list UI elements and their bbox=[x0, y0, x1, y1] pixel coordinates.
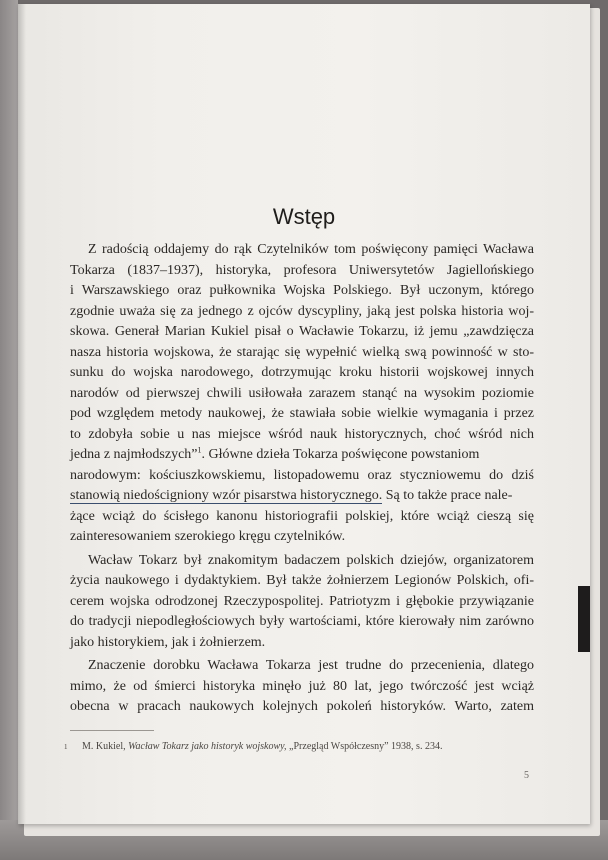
footnote-reference: 1 bbox=[197, 445, 202, 455]
underlined-phrase: stanowią niedościgniony wzór pisarstwa historycznego. bbox=[70, 488, 383, 503]
spine-shadow bbox=[18, 4, 26, 824]
text-line: pod względem metody naukowej, że stawiała sobie wielkie wymagania i przez bbox=[70, 406, 534, 421]
text-line: Tokarza (1837–1937), historyka, profesora Uniwersytetów Jagiellońskiego bbox=[70, 262, 534, 278]
text-line: narodowym: kościuszkowskiemu, listopadowemu oraz styczniowemu do dziś bbox=[70, 467, 534, 483]
page-edge-marker bbox=[578, 586, 590, 652]
text-line: zainteresowaniem szerokiego kręgu czytelników. bbox=[70, 529, 346, 544]
footnote-divider bbox=[70, 730, 154, 731]
text-line: nasza historia wojskowa, że starając się wypełnić wielką swą powinność w sto- bbox=[70, 344, 534, 360]
paragraph-2 bbox=[70, 551, 534, 654]
text-fragment: jedna z najmłodszych” bbox=[70, 447, 198, 462]
text-line-with-footnote bbox=[70, 445, 534, 466]
text-line: i Warszawskiego oraz pułkownika Wojska Polskiego. Był uczonym, którego bbox=[70, 283, 534, 298]
paragraph-1 bbox=[70, 240, 534, 548]
page-number: 5 bbox=[524, 770, 529, 781]
text-line: żące wciąż do ścisłego kanonu historiografii polskiej, które wciąż cieszą się bbox=[70, 508, 534, 524]
footnote-number: 1 bbox=[64, 743, 68, 751]
footnote-details: 1938, s. 234. bbox=[391, 741, 443, 752]
text-line: narodów od pierwszej chwili usiłowała zarazem stanąć na wysokim poziomie bbox=[70, 385, 534, 401]
footnote-work-title: Wacław Tokarz jako historyk wojskowy, bbox=[128, 741, 287, 752]
text-line: do tradycji niepodległościowych były wartościami, które kierowały nim zarówno bbox=[70, 614, 534, 629]
text-fragment: . Główne dzieła Tokarza poświęcone powstaniom bbox=[201, 447, 480, 462]
footnote-journal: „Przegląd Współczesny” bbox=[289, 741, 389, 752]
text-line: Z radością oddajemy do rąk Czytelników tom poświęcony pamięci Wacława bbox=[88, 242, 534, 257]
book-page bbox=[18, 4, 590, 824]
text-line: jako historykiem, jak i żołnierzem. bbox=[70, 634, 266, 650]
text-line: to zdobyła sobie u nas miejsce wśród nauk historycznych, choć wśród nich bbox=[70, 426, 534, 442]
text-fragment: Są to także prace nale- bbox=[382, 488, 513, 503]
page-title: Wstęp bbox=[272, 204, 336, 229]
text-line: skowa. Generał Marian Kukiel pisał o Wacławie Tokarzu, iż jemu „zawdzięcza bbox=[70, 324, 534, 339]
text-line: życia naukowego i dydaktykiem. Był także żołnierzem Legionów Polskich, ofi- bbox=[70, 573, 534, 588]
text-line: Znaczenie dorobku Wacława Tokarza jest trudne do przecenienia, dlatego bbox=[88, 658, 534, 673]
text-line: cerem wojska odrodzonej Rzeczypospolitej. Patriotyzm i głębokie przywiązanie bbox=[70, 593, 534, 609]
footnote bbox=[64, 740, 534, 754]
book-cover-edge bbox=[0, 0, 18, 860]
text-line-underlined bbox=[70, 486, 534, 507]
text-line: zgodnie uważa się za jednego z ojców dyscypliny, jaką jest polska historia woj- bbox=[70, 303, 534, 319]
text-line: Wacław Tokarz był znakomitym badaczem polskich dziejów, organizatorem bbox=[88, 552, 534, 568]
paragraph-3 bbox=[70, 656, 534, 718]
footnote-author: M. Kukiel, bbox=[82, 741, 126, 752]
text-line: sunku do wojska narodowego, dotrzymując kroku historii wojskowej innych bbox=[70, 365, 534, 380]
text-line: obecna w pracach naukowych kolejnych pokoleń historyków. Warto, zatem bbox=[70, 699, 534, 714]
main-text bbox=[70, 240, 534, 721]
text-line: mimo, że od śmierci historyka minęło już 80 lat, jego twórczość jest wciąż bbox=[70, 678, 534, 694]
